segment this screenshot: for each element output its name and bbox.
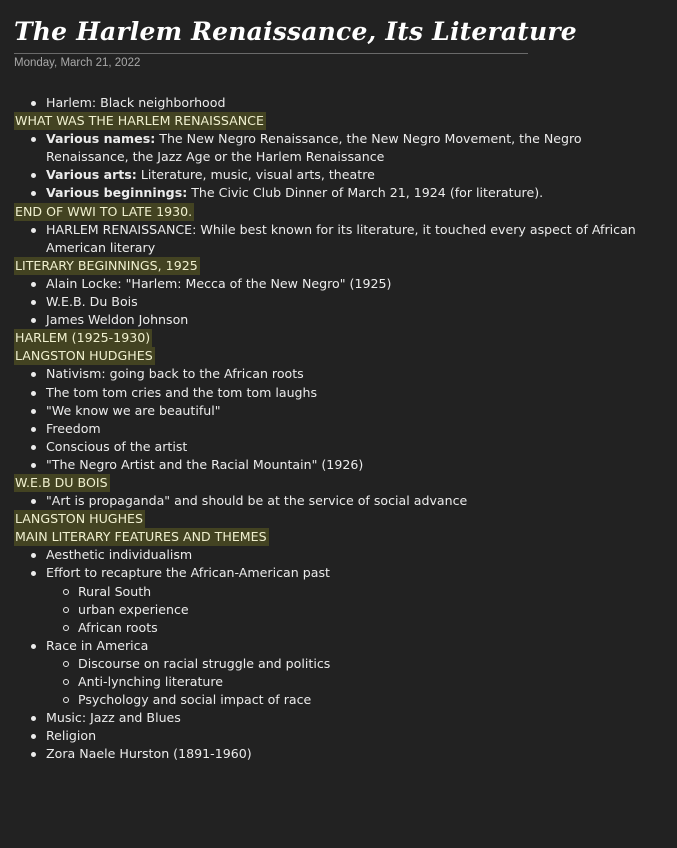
list-item-text: Literature, music, visual arts, theatre [136, 167, 375, 183]
list-item-label: Various beginnings: [46, 185, 188, 201]
list-item-text: Race in America [46, 637, 149, 653]
bullet-list [14, 221, 664, 257]
list-item[interactable] [14, 221, 664, 257]
list-item[interactable] [14, 420, 664, 438]
list-item-text: The tom tom cries and the tom tom laughs [46, 384, 318, 400]
list-item[interactable] [14, 275, 664, 293]
highlighted-heading[interactable]: MAIN LITERARY FEATURES AND THEMES [14, 528, 269, 546]
list-item-text: The Civic Club Dinner of March 21, 1924 (for literature). [187, 185, 544, 201]
list-item[interactable] [14, 311, 664, 329]
list-item-text: Nativism: going back to the African roots [46, 366, 304, 382]
list-item-text: Conscious of the artist [46, 438, 188, 454]
bullet-list [14, 94, 664, 112]
list-item-text: The New Negro Renaissance, the New Negro Movement, the Negro Renaissance, the Jazz Age or the Harlem Renaissance [46, 131, 582, 165]
list-item[interactable] [14, 166, 664, 184]
list-item[interactable] [14, 130, 664, 166]
list-item-text: Discourse on racial struggle and politics [78, 655, 331, 671]
list-item-label: Various arts: [46, 167, 137, 183]
highlighted-heading[interactable]: HARLEM (1925-1930) [14, 329, 152, 347]
list-item-text: Music: Jazz and Blues [46, 710, 181, 726]
bullet-list [14, 546, 664, 763]
sub-list-item[interactable] [46, 601, 664, 619]
highlighted-heading[interactable]: END OF WWI TO LATE 1930. [14, 203, 194, 221]
list-item-text: Religion [46, 728, 97, 744]
sub-list-item[interactable] [46, 583, 664, 601]
list-item[interactable] [14, 745, 664, 763]
list-item-text: Aesthetic individualism [46, 547, 193, 563]
list-item-text: "Art is propaganda" and should be at the service of social advance [46, 493, 468, 509]
list-item-text: Anti-lynching literature [78, 674, 224, 689]
list-item[interactable] [14, 456, 664, 474]
list-item-text: Harlem: Black neighborhood [46, 95, 226, 110]
sub-bullet-list [46, 655, 664, 709]
list-item[interactable] [14, 384, 664, 402]
list-item-text: Freedom [46, 420, 101, 436]
list-item-text: Alain Locke: "Harlem: Mecca of the New Negro" (1925) [46, 275, 392, 291]
list-item-label: Various names: [46, 131, 156, 147]
list-item[interactable] [14, 564, 664, 636]
list-item[interactable] [14, 492, 664, 510]
list-item-text: Rural South [78, 583, 152, 599]
list-item[interactable] [14, 709, 664, 727]
note-body[interactable] [14, 94, 664, 763]
list-item[interactable] [14, 365, 664, 383]
list-item[interactable] [14, 184, 664, 202]
bullet-list [14, 365, 664, 474]
list-item-text: African roots [78, 619, 158, 635]
list-item-text: Psychology and social impact of race [78, 692, 312, 708]
sub-list-item[interactable] [46, 619, 664, 637]
list-item[interactable] [14, 438, 664, 456]
list-item[interactable] [14, 293, 664, 311]
bullet-list [14, 130, 664, 202]
highlighted-heading[interactable]: LANGSTON HUGHES [14, 510, 145, 528]
highlighted-heading[interactable]: LITERARY BEGINNINGS, 1925 [14, 257, 200, 275]
bullet-list [14, 492, 664, 510]
sub-bullet-list [46, 583, 664, 637]
list-item-text: W.E.B. Du Bois [46, 294, 138, 310]
list-item-text: "The Negro Artist and the Racial Mountain" (1926) [46, 456, 364, 472]
list-item[interactable] [14, 637, 664, 709]
sub-list-item[interactable] [46, 655, 664, 673]
highlighted-heading[interactable]: WHAT WAS THE HARLEM RENAISSANCE [14, 112, 266, 130]
highlighted-heading[interactable]: LANGSTON HUDGHES [14, 347, 155, 365]
highlighted-heading[interactable]: W.E.B DU BOIS [14, 474, 110, 492]
list-item-text: HARLEM RENAISSANCE: While best known for its literature, it touched every aspect of African American literary [46, 221, 636, 255]
list-item-text: Effort to recapture the African-American past [46, 565, 330, 581]
bullet-list [14, 275, 664, 329]
sub-list-item[interactable] [46, 673, 664, 691]
list-item[interactable] [14, 402, 664, 420]
list-item[interactable] [14, 546, 664, 564]
list-item-text: Zora Naele Hurston (1891-1960) [46, 746, 252, 762]
page-date: Monday, March 21, 2022 [14, 57, 141, 69]
list-item-text: "We know we are beautiful" [46, 402, 221, 418]
title-divider [14, 53, 528, 54]
sub-list-item[interactable] [46, 691, 664, 709]
list-item-text: urban experience [78, 601, 189, 617]
list-item[interactable] [14, 727, 664, 745]
list-item-text: James Weldon Johnson [46, 312, 189, 328]
page-title[interactable]: The Harlem Renaissance, Its Literature [14, 17, 577, 46]
list-item[interactable] [14, 94, 664, 112]
